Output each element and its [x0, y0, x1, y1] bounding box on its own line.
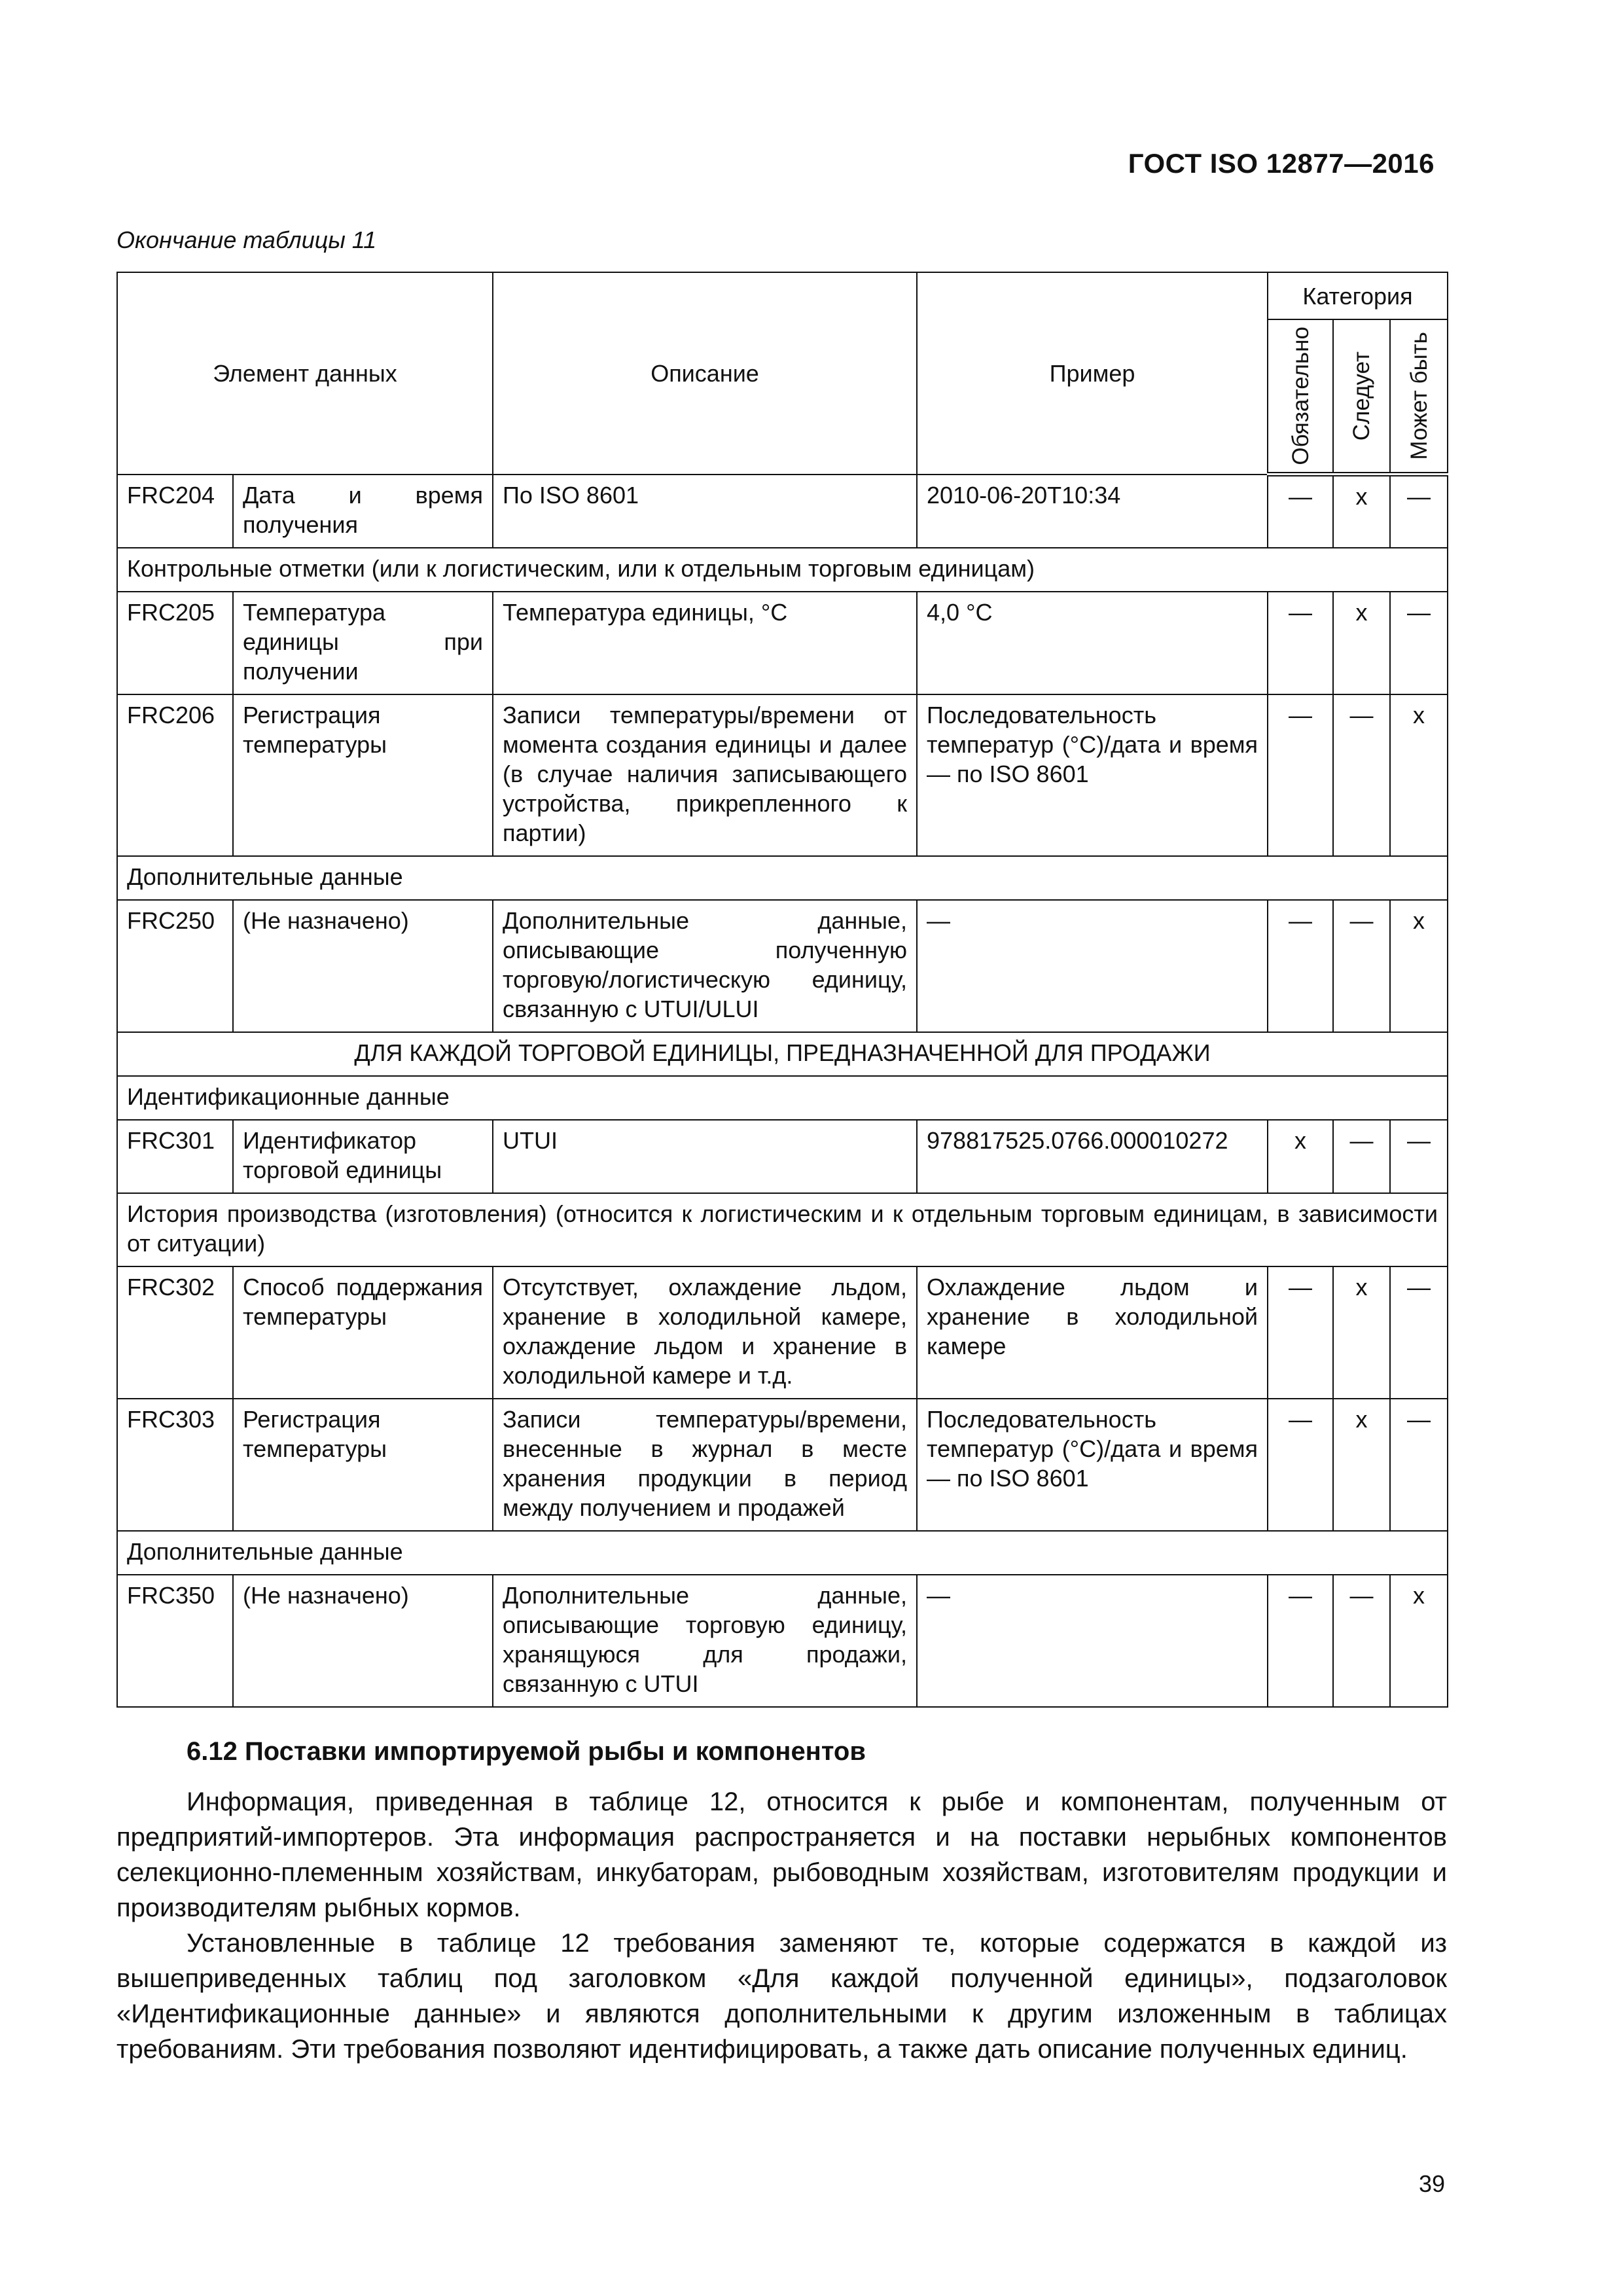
- table-row: [117, 592, 1448, 694]
- category-mandatory: —: [1268, 1266, 1333, 1399]
- element-example: Последовательность температур (°C)/дата и время — по ISO 8601: [917, 1399, 1268, 1531]
- element-name: Способ поддержания температуры: [233, 1266, 493, 1399]
- table-row: [117, 1399, 1448, 1531]
- header-may: Может быть: [1390, 319, 1448, 475]
- table-row: [117, 1120, 1448, 1193]
- element-description: Температура единицы, °C: [493, 592, 917, 694]
- category-mandatory: —: [1268, 694, 1333, 856]
- section-row: [117, 548, 1448, 592]
- section-row: [117, 1193, 1448, 1266]
- category-should: —: [1333, 694, 1390, 856]
- element-code: FRC301: [117, 1120, 233, 1193]
- table-row: [117, 1575, 1448, 1707]
- element-name: Температура единицы при получении: [233, 592, 493, 694]
- paragraph: Установленные в таблице 12 требования заменяют те, которые содержатся в каждой из вышеприведенных таблиц под заголовком «Для каждой полученной единицы», подзаголовок «Идентификационные данные» и являются дополнительными к другим изложенным в таблицах требованиям. Эти требования позволяют идентифицировать, а также дать описание полученных единиц.: [116, 1929, 1447, 2064]
- category-may: x: [1390, 900, 1448, 1032]
- category-mandatory: —: [1268, 592, 1333, 694]
- section-body: [116, 1784, 1447, 2067]
- table-caption: Окончание таблицы 11: [116, 226, 377, 253]
- section-row: [117, 1076, 1448, 1120]
- element-code: FRC206: [117, 694, 233, 856]
- header-description: Описание: [493, 272, 917, 475]
- element-code: FRC204: [117, 475, 233, 548]
- element-description: Записи температуры/времени, внесенные в журнал в месте хранения продукции в период между получением и продажей: [493, 1399, 917, 1531]
- category-mandatory: —: [1268, 475, 1333, 548]
- section-row: [117, 856, 1448, 900]
- category-may: x: [1390, 694, 1448, 856]
- element-description: Записи температуры/времени от момента создания единицы и далее (в случае наличия записывающего устройства, прикрепленного к партии): [493, 694, 917, 856]
- document-standard-header: ГОСТ ISO 12877—2016: [1128, 148, 1435, 179]
- table-row: [117, 900, 1448, 1032]
- header-example: Пример: [917, 272, 1268, 475]
- section-heading: 6.12 Поставки импортируемой рыбы и компонентов: [187, 1737, 866, 1766]
- section-production-history: История производства (изготовления) (относится к логистическим и к отдельным торговым единицам, в зависимости от ситуации): [117, 1193, 1448, 1266]
- element-code: FRC250: [117, 900, 233, 1032]
- table-row: [117, 475, 1448, 548]
- element-example: Охлаждение льдом и хранение в холодильной камере: [917, 1266, 1268, 1399]
- section-row: [117, 1032, 1448, 1076]
- section-additional-data: Дополнительные данные: [117, 1531, 1448, 1575]
- category-may: x: [1390, 1575, 1448, 1707]
- element-description: Отсутствует, охлаждение льдом, хранение в холодильной камере, охлаждение льдом и хранение в холодильной камере и т.д.: [493, 1266, 917, 1399]
- element-example: Последовательность температур (°C)/дата и время — по ISO 8601: [917, 694, 1268, 856]
- category-should: —: [1333, 1120, 1390, 1193]
- category-should: —: [1333, 900, 1390, 1032]
- element-name: (Не назначено): [233, 1575, 493, 1707]
- element-example: 4,0 °C: [917, 592, 1268, 694]
- element-description: Дополнительные данные, описывающие торговую единицу, хранящуюся для продажи, связанную с UTUI: [493, 1575, 917, 1707]
- element-example: 2010-06-20T10:34: [917, 475, 1268, 548]
- category-may: —: [1390, 1120, 1448, 1193]
- element-code: FRC303: [117, 1399, 233, 1531]
- header-category: Категория: [1268, 272, 1448, 319]
- table-row: [117, 1266, 1448, 1399]
- category-should: x: [1333, 1399, 1390, 1531]
- table-row: [117, 694, 1448, 856]
- element-description: Дополнительные данные, описывающие полученную торговую/логистическую единицу, связанную с UTUI/ULUI: [493, 900, 917, 1032]
- category-should: —: [1333, 1575, 1390, 1707]
- section-control-marks: Контрольные отметки (или к логистическим, или к отдельным торговым единицам): [117, 548, 1448, 592]
- section-per-sale-unit: ДЛЯ КАЖДОЙ ТОРГОВОЙ ЕДИНИЦЫ, ПРЕДНАЗНАЧЕННОЙ ДЛЯ ПРОДАЖИ: [117, 1032, 1448, 1076]
- section-identification: Идентификационные данные: [117, 1076, 1448, 1120]
- element-description: UTUI: [493, 1120, 917, 1193]
- element-code: FRC350: [117, 1575, 233, 1707]
- category-should: x: [1333, 592, 1390, 694]
- element-code: FRC302: [117, 1266, 233, 1399]
- section-additional-data: Дополнительные данные: [117, 856, 1448, 900]
- element-example: —: [917, 1575, 1268, 1707]
- paragraph: Информация, приведенная в таблице 12, относится к рыбе и компонентам, полученным от предприятий-импортеров. Эта информация распространяется и на поставки нерыбных компонентов селекционно-племенным хозяйствам, инкубаторам, рыбоводным хозяйствам, изготовителям продукции и производителям рыбных кормов.: [116, 1787, 1447, 1922]
- category-mandatory: —: [1268, 1399, 1333, 1531]
- element-name: Регистрация температуры: [233, 1399, 493, 1531]
- data-elements-table: [116, 272, 1448, 1708]
- category-may: —: [1390, 1399, 1448, 1531]
- section-row: [117, 1531, 1448, 1575]
- element-name: Идентификатор торговой единицы: [233, 1120, 493, 1193]
- element-name: Дата и время получения: [233, 475, 493, 548]
- category-may: —: [1390, 1266, 1448, 1399]
- header-element: Элемент данных: [117, 272, 493, 475]
- category-should: x: [1333, 1266, 1390, 1399]
- element-example: —: [917, 900, 1268, 1032]
- category-mandatory: x: [1268, 1120, 1333, 1193]
- category-mandatory: —: [1268, 1575, 1333, 1707]
- element-code: FRC205: [117, 592, 233, 694]
- element-name: Регистрация температуры: [233, 694, 493, 856]
- element-example: 978817525.0766.000010272: [917, 1120, 1268, 1193]
- element-name: (Не назначено): [233, 900, 493, 1032]
- header-should: Следует: [1333, 319, 1390, 475]
- header-mandatory: Обязательно: [1268, 319, 1333, 475]
- category-may: —: [1390, 475, 1448, 548]
- category-may: —: [1390, 592, 1448, 694]
- element-description: По ISO 8601: [493, 475, 917, 548]
- page-number: 39: [1418, 2170, 1445, 2197]
- category-mandatory: —: [1268, 900, 1333, 1032]
- category-should: x: [1333, 475, 1390, 548]
